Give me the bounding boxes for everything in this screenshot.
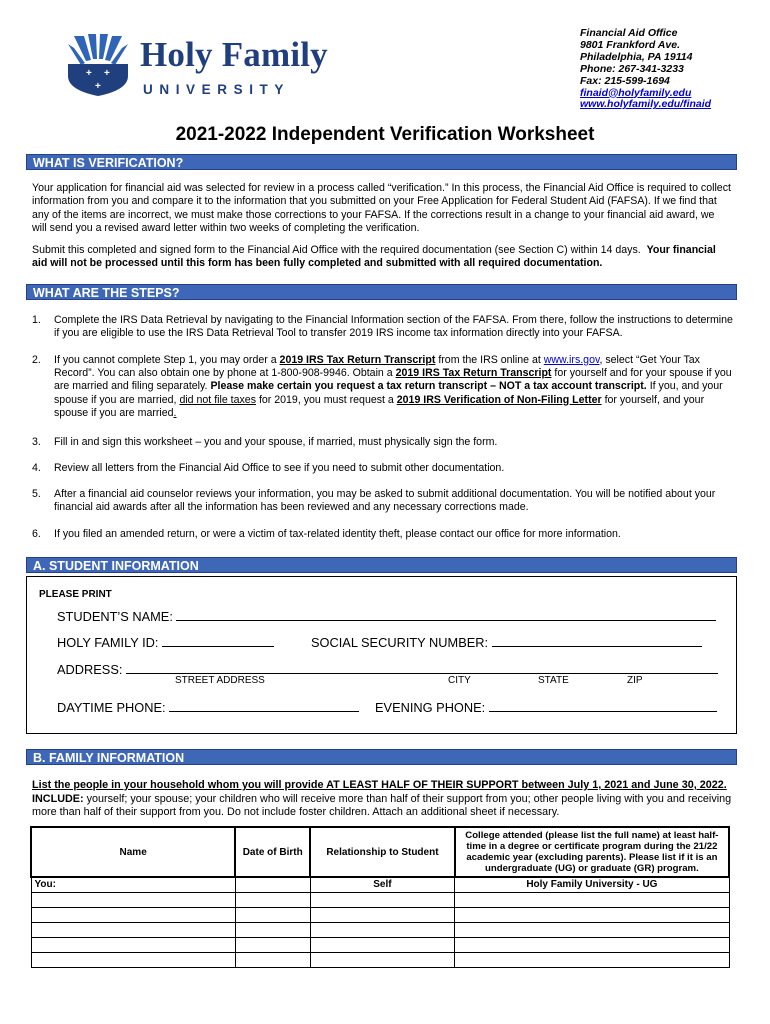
row-relationship-cell[interactable] — [310, 922, 455, 937]
student-name-label: STUDENT’S NAME: — [57, 609, 173, 624]
daytime-phone-field[interactable] — [169, 699, 359, 712]
step2-nonfiling-letter: 2019 IRS Verification of Non-Filing Letter — [396, 393, 602, 406]
step2-warning: Please make certain you request a tax return transcript – NOT a tax account transcript. — [210, 380, 647, 393]
office-contact — [580, 28, 711, 111]
family-instructions-underlined: List the people in your household whom you will provide AT LEAST HALF OF THEIR SUPPORT between July 1, 2021 and June 30, 2022. — [32, 779, 727, 791]
svg-text:+: + — [104, 68, 110, 79]
student-info-box — [26, 576, 737, 734]
row-dob-cell[interactable] — [235, 892, 310, 907]
row-name-cell[interactable]: You: — [31, 877, 235, 892]
col-name: Name — [31, 827, 235, 877]
office-website-link[interactable]: www.holyfamily.edu/finaid — [580, 98, 712, 111]
verification-paragraph: Your application for financial aid was selected for review in a process called “verification.” In this process, the Financial Aid Office is required to collect information from you and compare it to the information that you submitted on your Free Application for Federal Student Aid (FAFSA). If we find that any of the items are incorrect, we must make those corrections to your FAFSA. If the corrections result in a change to your financial aid award, we will send you a revised award letter within two weeks of completing the verification. — [32, 182, 731, 235]
row-college-cell[interactable] — [455, 922, 729, 937]
row-relationship-cell[interactable] — [310, 907, 455, 922]
zip-caption: ZIP — [627, 675, 643, 686]
row-college-cell[interactable]: Holy Family University - UG — [455, 877, 729, 892]
row-dob-cell[interactable] — [235, 952, 310, 967]
svg-text:+: + — [95, 81, 101, 92]
holy-family-id-field[interactable] — [162, 634, 274, 647]
family-table-header — [31, 827, 729, 877]
step2-text-f: for yourself and for your spouse if you are married and filing separately. — [54, 367, 732, 393]
student-name-row — [57, 608, 716, 624]
shield-icon — [66, 34, 130, 96]
row-name-cell[interactable] — [31, 907, 235, 922]
office-fax: Fax: 215-599-1694 — [580, 74, 670, 87]
step-text — [54, 354, 736, 420]
step2-text-d: , select “Get Your Tax Record”. You can also obtain one by phone at 1-800-908-9946. Obtain a — [54, 354, 700, 380]
step2-text-m: . — [173, 406, 177, 419]
address-row — [57, 661, 718, 677]
step2-transcript-1: 2019 IRS Tax Return Transcript — [279, 354, 436, 366]
ssn-field[interactable] — [492, 634, 702, 647]
row-college-cell[interactable] — [455, 907, 729, 922]
office-name: Financial Aid Office — [580, 27, 678, 39]
step-number: 2. — [32, 354, 41, 366]
office-address2: Philadelphia, PA 19114 — [580, 50, 693, 63]
step-number: 6. — [32, 528, 41, 540]
step-number: 5. — [32, 488, 41, 500]
ssn-row — [311, 634, 702, 650]
row-dob-cell[interactable] — [235, 877, 310, 892]
logo-subtitle: UNIVERSITY — [143, 82, 291, 97]
row-college-cell[interactable] — [455, 892, 729, 907]
step2-text-j: for 2019, you must request a — [258, 393, 394, 406]
row-name-cell[interactable] — [31, 937, 235, 952]
verification-submit-paragraph — [32, 244, 732, 271]
table-row — [31, 907, 729, 922]
row-relationship-cell[interactable]: Self — [310, 877, 455, 892]
ssn-label: SOCIAL SECURITY NUMBER: — [311, 635, 489, 650]
row-college-cell[interactable] — [455, 952, 729, 967]
office-address1: 9801 Frankford Ave. — [580, 38, 680, 51]
step-text: Review all letters from the Financial Aid Office to see if you need to submit other documentation. — [54, 462, 505, 474]
step2-transcript-2: 2019 IRS Tax Return Transcript — [395, 367, 552, 380]
daytime-phone-row — [57, 699, 359, 715]
row-relationship-cell[interactable] — [310, 952, 455, 967]
step2-text-c: from the IRS online at — [438, 354, 541, 366]
family-instructions-rest: yourself; your spouse; your children who will receive more than half of their support from you; other people living with you and receiving more than half of their support from you. Do not include foster children. Attach an additional sheet if necessary. — [32, 792, 732, 819]
table-row — [31, 892, 729, 907]
logo-name: Holy Family — [140, 35, 328, 74]
row-name-cell[interactable] — [31, 922, 235, 937]
evening-phone-field[interactable] — [489, 699, 717, 712]
holy-family-id-label: HOLY FAMILY ID: — [57, 635, 159, 650]
step-number: 1. — [32, 314, 41, 326]
address-field[interactable] — [126, 661, 718, 674]
step-text: Fill in and sign this worksheet – you and your spouse, if married, must physically sign the form. — [54, 436, 498, 448]
step2-did-not-file: did not file taxes — [179, 393, 256, 406]
row-relationship-cell[interactable] — [310, 937, 455, 952]
street-address-caption: STREET ADDRESS — [175, 675, 265, 686]
table-row — [31, 952, 729, 967]
row-dob-cell[interactable] — [235, 937, 310, 952]
row-dob-cell[interactable] — [235, 922, 310, 937]
step2-text-l: for yourself, and your spouse if you are married — [54, 393, 705, 419]
holy-family-id-row — [57, 634, 274, 650]
student-name-field[interactable] — [176, 608, 716, 621]
evening-phone-row — [375, 699, 717, 715]
section-header-family: B. FAMILY INFORMATION — [26, 749, 737, 765]
submit-text: Submit this completed and signed form to the Financial Aid Office with the required documentation (see Section C) within 14 days. — [32, 244, 641, 256]
family-include-label: INCLUDE: — [32, 792, 84, 805]
please-print-label: PLEASE PRINT — [39, 589, 112, 600]
submit-warning: Your financial aid will not be processed until this form has been fully completed and submitted with all required documentation. — [32, 244, 716, 270]
family-table — [30, 826, 730, 968]
office-email-link[interactable]: finaid@holyfamily.edu — [580, 86, 692, 99]
step-text: If you filed an amended return, or were a victim of tax-related identity theft, please contact our office for more information. — [54, 528, 621, 540]
step-text: Complete the IRS Data Retrieval by navigating to the Financial Information section of the FAFSA. From there, follow the instructions to determine if you are eligible to use the IRS Data Retrieval Tool to transfer 2019 IRS income tax information directly into your FAFSA. — [54, 314, 733, 340]
irs-link[interactable]: www.irs.gov — [543, 354, 600, 366]
office-phone: Phone: 267-341-3233 — [580, 62, 684, 75]
address-label: ADDRESS: — [57, 662, 123, 677]
step2-text-h: If you, and your spouse if you are married, — [54, 380, 723, 406]
table-row — [31, 877, 729, 892]
row-name-cell[interactable] — [31, 892, 235, 907]
col-dob: Date of Birth — [235, 827, 310, 877]
col-college: College attended (please list the full name) at least half-time in a degree or certificate program during the 21/22 academic year (excluding parents). Please list if it is an undergraduate (UG) or graduate (GR) program. — [455, 827, 729, 877]
step-text: After a financial aid counselor reviews your information, you may be asked to submit additional documentation. You will be notified about your financial aid awards after all the information has been reviewed and any necessary corrections made. — [54, 488, 716, 514]
step2-text-a: If you cannot complete Step 1, you may order a — [54, 354, 277, 366]
section-header-student: A. STUDENT INFORMATION — [26, 557, 737, 573]
state-caption: STATE — [538, 675, 569, 686]
row-name-cell[interactable] — [31, 952, 235, 967]
row-dob-cell[interactable] — [235, 907, 310, 922]
table-row — [31, 922, 729, 937]
step-number: 3. — [32, 436, 41, 448]
section-header-verification: WHAT IS VERIFICATION? — [26, 154, 737, 170]
city-caption: CITY — [448, 675, 471, 686]
svg-text:+: + — [86, 68, 92, 79]
university-logo — [66, 34, 356, 96]
step-number: 4. — [32, 462, 41, 474]
page-title: 2021-2022 Independent Verification Worksheet — [175, 124, 595, 145]
section-header-steps: WHAT ARE THE STEPS? — [26, 284, 737, 300]
table-row — [31, 937, 729, 952]
col-relationship: Relationship to Student — [310, 827, 455, 877]
daytime-phone-label: DAYTIME PHONE: — [57, 700, 166, 715]
row-college-cell[interactable] — [455, 937, 729, 952]
family-instructions — [32, 779, 737, 820]
evening-phone-label: EVENING PHONE: — [375, 700, 486, 715]
row-relationship-cell[interactable] — [310, 892, 455, 907]
